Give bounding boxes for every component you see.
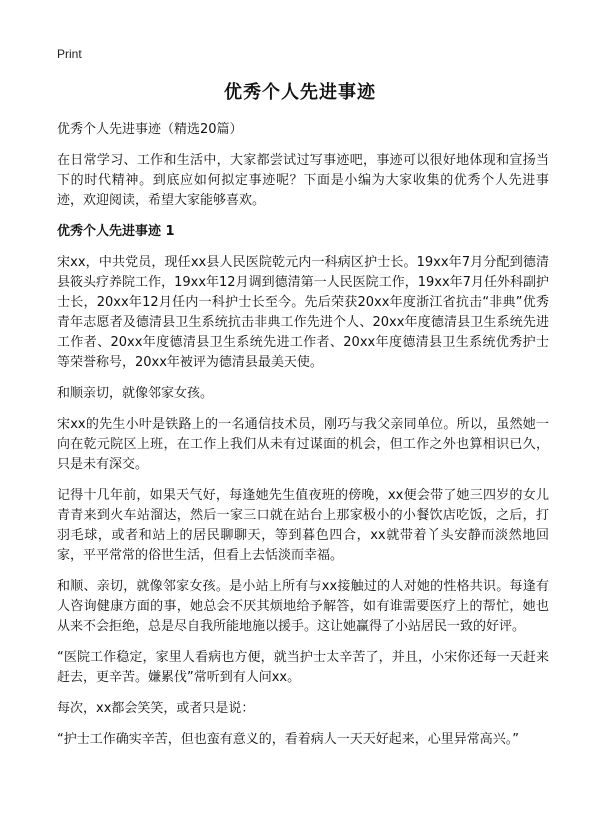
paragraph: 每次，xx都会笑笑，或者只是说：: [57, 701, 255, 716]
paragraph: 宋xx的先生小叶是铁路上的一名通信技术员，刚巧与我父亲同单位。所以，虽然她一向在乾元院区上班，在工作上我们从未有过谋面的机会，但工作之外也算相识已久，只是未有深交。: [57, 417, 549, 472]
print-link[interactable]: Print: [57, 47, 82, 61]
document-body: [57, 120, 549, 761]
document-title: 优秀个人先进事迹: [224, 82, 376, 103]
paragraph: 和顺、亲切，就像邻家女孩。是小站上所有与xx接触过的人对她的性格共识。每逢有人咨询健康方面的事，她总会不厌其烦地给予解答，如有谁需要医疗上的帮忙，她也从来不会拒绝，总是尽自我所能地施以援手。这让她赢得了小站居民一致的好评。: [57, 579, 549, 634]
paragraph: 记得十几年前，如果天气好，每逢她先生值夜班的傍晚，xx便会带了她三四岁的女儿青青来到火车站溜达，然后一家三口就在站台上那家极小的小餐饮店吃饭，之后，打羽毛球，或者和站上的居民聊聊天，等到暮色四合，xx就带着丫头安静而淡然地回家，平平常常的俗世生活，但看上去恬淡而幸福。: [57, 488, 549, 563]
paragraph: “护士工作确实辛苦，但也蛮有意义的，看着病人一天天好起来，心里异常高兴。”: [57, 732, 519, 747]
paragraph: “医院工作稳定，家里人看病也方便，就当护士太辛苦了，并且，小宋你还每一天赶来赶去，更辛苦。嫌累伐”常听到有人问xx。: [57, 650, 549, 685]
section-heading: 优秀个人先进事迹 1: [57, 224, 175, 239]
intro-paragraph: 在日常学习、工作和生活中，大家都尝试过写事迹吧，事迹可以很好地体现和宣扬当下的时代精神。到底应如何拟定事迹呢？下面是小编为大家收集的优秀个人先进事迹，欢迎阅读，希望大家能够喜欢。: [57, 153, 549, 208]
paragraph: 和顺亲切，就像邻家女孩。: [57, 386, 214, 401]
paragraph: 宋xx，中共党员，现任xx县人民医院乾元内一科病区护士长。19xx年7月分配到德清县筱头疗养院工作，19xx年12月调到德清第一人民医院工作，19xx年7月任外科副护士长，20xx年12月任内一科护士长至今。先后荣获20xx年度浙江省抗击“非典”优秀青年志愿者及德清县卫生系统抗击非典工作先进个人、20xx年度德清县卫生系统先进工作者、20xx年度德清县卫生系统先进工作者、20xx年度德清县卫生系统优秀护士等荣誉称号，20xx年被评为德清县最美天使。: [57, 255, 549, 370]
document-subtitle: 优秀个人先进事迹（精选20篇）: [57, 122, 243, 137]
